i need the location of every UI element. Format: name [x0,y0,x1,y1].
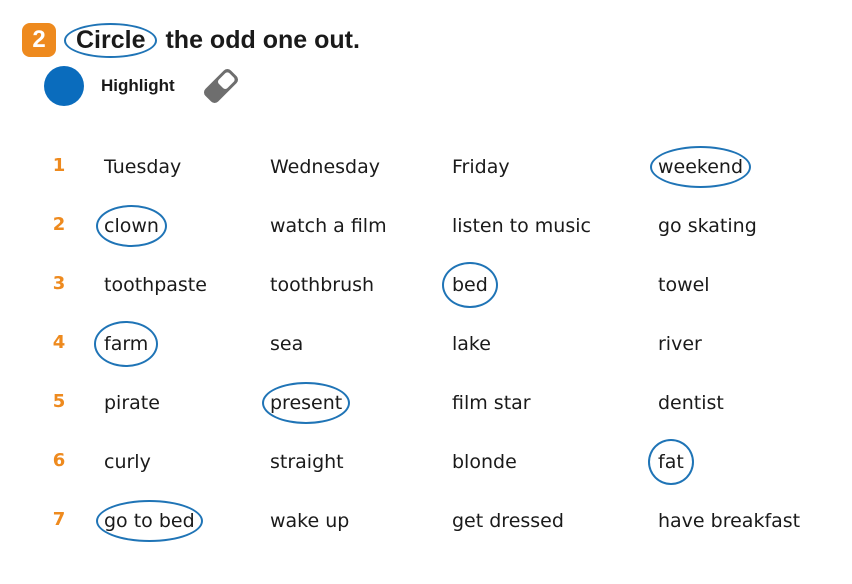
question-row [0,263,852,322]
eraser-icon[interactable] [199,64,243,108]
word-option[interactable]: toothpaste [104,274,207,296]
question-row [0,499,852,558]
exercise-number-badge: 2 [22,23,56,57]
word-option[interactable]: lake [452,333,491,355]
word-option[interactable]: go skating [658,215,757,237]
question-row [0,322,852,381]
word-option[interactable]: river [658,333,702,355]
word-option[interactable]: pirate [104,392,160,414]
exercise-header [22,22,360,58]
word-option[interactable]: dentist [658,392,724,414]
question-row [0,204,852,263]
word-option[interactable]: toothbrush [270,274,375,296]
word-option-circled[interactable]: weekend [658,156,744,178]
question-number: 2 [52,214,66,235]
word-option-circled[interactable]: go to bed [104,510,195,532]
answer-rows [0,145,852,558]
highlight-label: Highlight [101,76,175,95]
word-option[interactable]: Friday [452,156,510,178]
word-option[interactable]: get dressed [452,510,564,532]
exercise-instruction [64,23,360,58]
word-option[interactable]: curly [104,451,151,473]
question-row [0,145,852,204]
question-row [0,381,852,440]
word-option[interactable]: sea [270,333,304,355]
word-option-circled[interactable]: farm [104,333,149,355]
question-row [0,440,852,499]
word-option[interactable]: blonde [452,451,517,473]
instruction-circled-word: Circle [64,23,157,58]
word-option-circled[interactable]: fat [658,451,684,473]
word-option[interactable]: towel [658,274,710,296]
word-option[interactable]: wake up [270,510,350,532]
question-number: 1 [52,155,66,176]
word-option[interactable]: straight [270,451,344,473]
instruction-text: the odd one out. [165,25,360,54]
word-option-circled[interactable]: bed [452,274,488,296]
word-option[interactable]: watch a film [270,215,387,237]
word-option-circled[interactable]: present [270,392,343,414]
question-number: 5 [52,391,66,412]
word-option[interactable]: Tuesday [104,156,182,178]
word-option[interactable]: listen to music [452,215,591,237]
question-number: 3 [52,273,66,294]
word-option[interactable]: film star [452,392,531,414]
question-number: 6 [52,450,66,471]
word-option-circled[interactable]: clown [104,215,159,237]
question-number: 7 [52,509,66,530]
word-option[interactable]: Wednesday [270,156,381,178]
highlight-color-button[interactable] [44,66,84,106]
word-option[interactable]: have breakfast [658,510,801,532]
question-number: 4 [52,332,66,353]
toolbar [44,64,243,108]
